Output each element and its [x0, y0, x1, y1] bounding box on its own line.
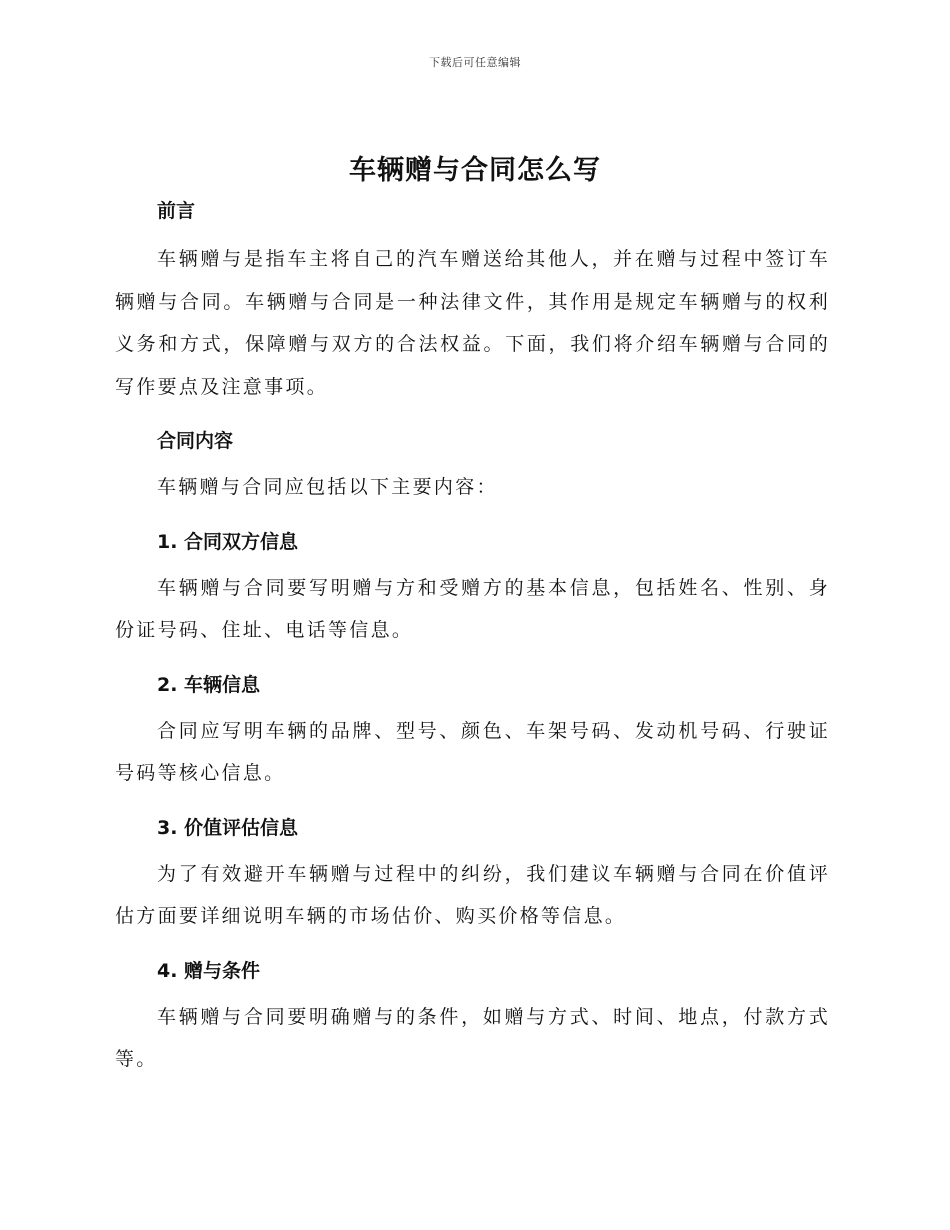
section-paragraph-item2: 合同应写明车辆的品牌、型号、颜色、车架号码、发动机号码、行驶证号码等核心信息。	[115, 719, 830, 784]
section-paragraph-preface: 车辆赠与是指车主将自己的汽车赠送给其他人，并在赠与过程中签订车辆赠与合同。车辆赠与合同是一种法律文件，其作用是规定车辆赠与的权利义务和方式，保障赠与双方的合法权益。下面，我们将介绍车辆赠与合同的写作要点及注意事项。	[115, 248, 830, 398]
section-paragraph-item4: 车辆赠与合同要明确赠与的条件，如赠与方式、时间、地点，付款方式等。	[115, 1005, 830, 1070]
section-heading-item4: 4. 赠与条件	[157, 959, 261, 982]
section-heading-item1: 1. 合同双方信息	[157, 530, 299, 553]
section-paragraph-contents: 车辆赠与合同应包括以下主要内容：	[157, 476, 498, 498]
section-heading-item2: 2. 车辆信息	[157, 673, 261, 696]
section-heading-item3: 3. 价值评估信息	[157, 816, 299, 839]
section-paragraph-item1: 车辆赠与合同要写明赠与方和受赠方的基本信息，包括姓名、性别、身份证号码、住址、电话等信息。	[115, 576, 830, 641]
section-heading-contents: 合同内容	[157, 430, 234, 452]
document-body	[115, 192, 830, 1081]
section-heading-preface: 前言	[157, 200, 196, 222]
section-paragraph-item3: 为了有效避开车辆赠与过程中的纠纷，我们建议车辆赠与合同在价值评估方面要详细说明车辆的市场估价、购买价格等信息。	[115, 862, 830, 927]
header-note: 下载后可任意编辑	[429, 56, 521, 69]
document-title: 车辆赠与合同怎么写	[349, 155, 601, 186]
